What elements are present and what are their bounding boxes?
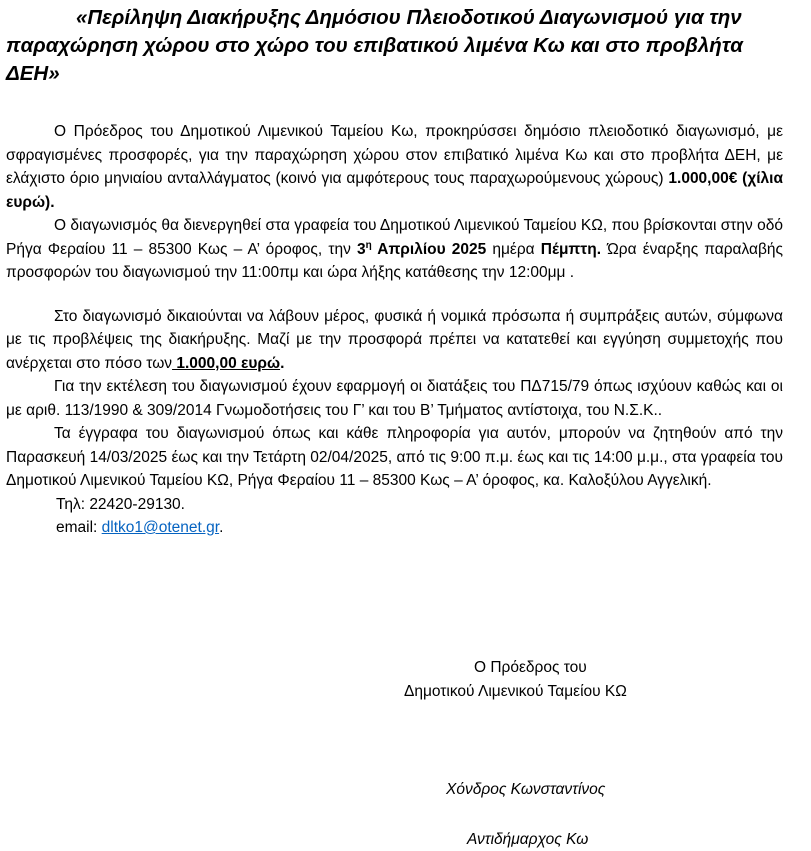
guarantee-amount: 1.000,00 ευρώ <box>172 354 281 372</box>
signatory-name: Χόνδρος Κωνσταντίνος <box>446 781 606 798</box>
minimum-amount: 1.000,00€ (χίλια ευρώ). <box>6 170 784 211</box>
tender-weekday: Πέμπτη. <box>540 240 601 258</box>
venue-text: Ο διαγωνισμός θα διενεργηθεί στα γραφεία του Δημοτικού Λιμενικού Ταμείου ΚΩ, που βρίσκονται στην οδό Ρήγα Φεραίου 11 – 85300 Κως – Α’ όροφος, την <box>6 217 783 258</box>
email-link[interactable]: dltko1@otenet.gr <box>101 519 220 536</box>
announcement-text: Ο Πρόεδρος του Δημοτικού Λιμενικού Ταμείου Κω, προκηρύσσει δημόσιο πλειοδοτικό διαγωνισμό, με σφραγισμένες προσφορές, για την παραχώρηση χώρου στον επιβατικό λιμένα Κω και στο προβλήτα ΔΕΗ, με ελάχιστο όριο μηνιαίου ανταλλάγματος (κοινό για αμφότερους τους παραχωρούμενους χώρους) <box>6 123 783 187</box>
paragraph-documents <box>6 422 783 493</box>
contact-phone: Τηλ: 22420-29130. <box>56 495 185 513</box>
title-line-2: παραχώρηση χώρου στο χώρο του επιβατικού λιμένα Κω και στο προβλήτα <box>6 34 743 57</box>
signatory-position: Αντιδήμαρχος Κω <box>467 831 589 848</box>
document-title <box>6 4 806 88</box>
document-body <box>6 120 783 540</box>
signature-role-2: Δημοτικού Λιμενικού Ταμείου ΚΩ <box>404 683 627 700</box>
documents-text: Τα έγγραφα του διαγωνισμού όπως και κάθε πληροφορία για αυτόν, μπορούν να ζητηθούν από την Παρασκευή 14/03/2025 έως και την Τετάρτη 02/04/2025, από τις 9:00 π.μ. έως και τις 14:00 μ.μ., στα γραφεία του Δημοτικού Λιμενικού Ταμείου ΚΩ, Ρήγα Φεραίου 11 – 85300 Κως – Α’ όροφος, κα. Καλοξύλου Αγγελική. <box>6 425 783 489</box>
title-line-3: ΔΕΗ» <box>6 62 60 85</box>
signature-role-1: Ο Πρόεδρος του <box>474 659 587 676</box>
title-line-1: «Περίληψη Διακήρυξης Δημόσιου Πλειοδοτικού Διαγωνισμού για την <box>76 6 742 29</box>
paragraph-participation: Στο διαγωνισμό δικαιούνται να λάβουν μέρος, φυσικά ή νομικά πρόσωπα ή συμπράξεις αυτών, σύμφωνα με τις προβλέψεις της διακήρυξης. Μαζί με την προσφορά πρέπει να κατατεθεί και εγγύηση συμμετοχής που ανέρχεται στο πόσο των 1.000,00 ευρώ. <box>6 307 783 372</box>
tender-day: $3^\eta$ Απριλίου 2025 <box>356 239 487 258</box>
paragraph-legal <box>6 375 783 422</box>
paragraph-announcement <box>6 120 783 214</box>
legal-text: Για την εκτέλεση του διαγωνισμού έχουν εφαρμογή οι διατάξεις του ΠΔ715/79 όπως ισχύουν καθώς και οι με αριθ. 113/1990 & 309/2014 Γνωμοδοτήσεις του Γ’ και του Β’ Τμήματος αντίστοιχα, του Ν.Σ.Κ.. <box>6 378 783 419</box>
contact-email: email: dltko1@otenet.gr. <box>56 519 224 536</box>
paragraph-venue <box>6 214 783 285</box>
day-label: ημέρα <box>486 240 541 258</box>
tender-hours: Ώρα έναρξης παραλαβής προσφορών του διαγωνισμού την 11:00πμ και ώρα λήξης κατάθεσης την 12:00μμ . <box>6 240 784 281</box>
participation-text: Στο διαγωνισμό δικαιούνται να λάβουν μέρος, φυσικά ή νομικά πρόσωπα ή συμπράξεις αυτών, σύμφωνα με τις προβλέψεις της διακήρυξης. Μαζί με την προσφορά πρέπει να κατατεθεί και εγγύηση συμμετοχής που ανέρχεται στο πόσο των <box>6 307 783 372</box>
